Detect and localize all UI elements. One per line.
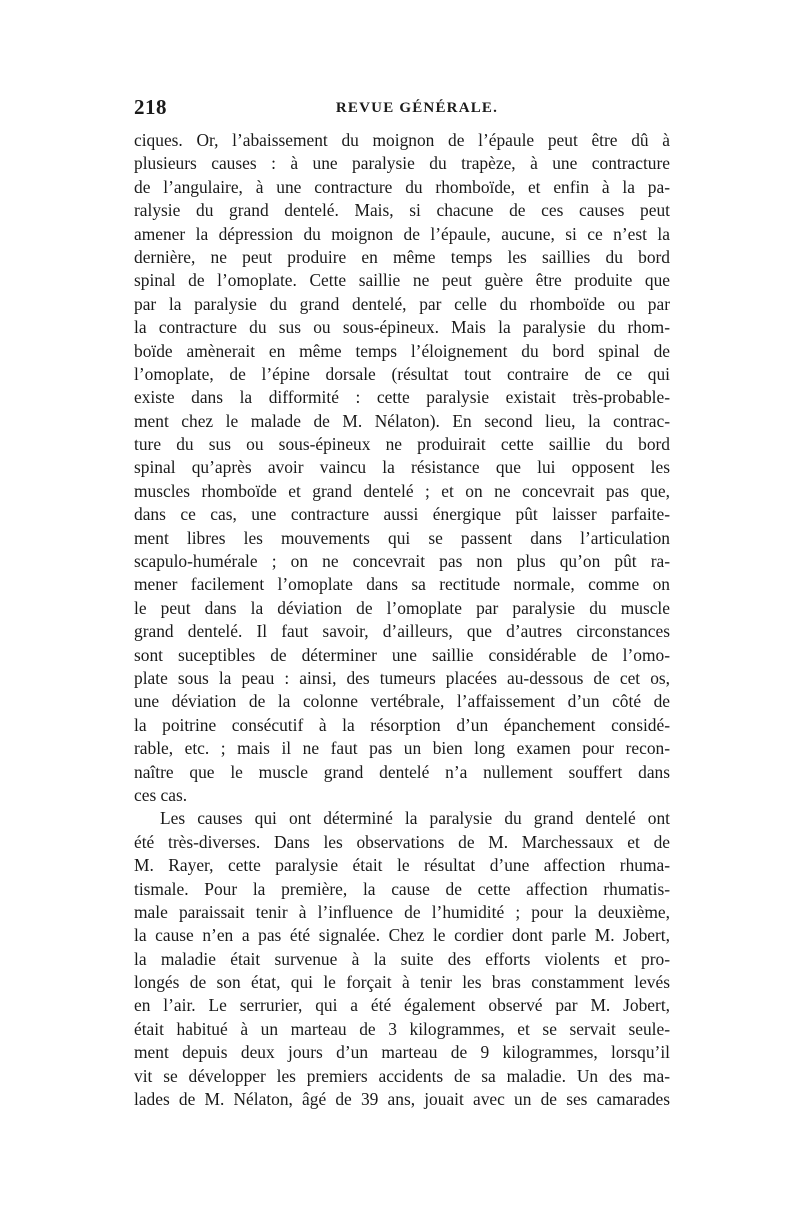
text-line: mener facilement l’omoplate dans sa rectitude normale, comme on — [134, 574, 670, 595]
body-text — [134, 129, 670, 1111]
text-line: muscles rhomboïde et grand dentelé ; et on ne concevrait pas que, — [134, 480, 670, 501]
text-line: la contracture du sus ou sous-épineux. Mais la paralysie du rhom- — [134, 317, 670, 338]
text-line: ces cas. — [134, 784, 188, 805]
text-line: longés de son état, qui le forçait à tenir les bras constamment levés — [134, 972, 670, 993]
text-line: rable, etc. ; mais il ne faut pas un bien long examen pour recon- — [134, 738, 670, 759]
text-line: ciques. Or, l’abaissement du moignon de l’épaule peut être dû à — [134, 130, 670, 150]
text-line: plusieurs causes : à une paralysie du trapèze, à une contracture — [134, 153, 670, 174]
text-line: était habitué à un marteau de 3 kilogrammes, et se servait seule- — [134, 1018, 670, 1039]
text-line: M. Rayer, cette paralysie était le résultat d’une affection rhuma- — [134, 855, 670, 876]
text-line: spinal de l’omoplate. Cette saillie ne peut guère être produite que — [134, 270, 670, 291]
text-line: scapulo-humérale ; on ne concevrait pas non plus qu’on pût ra- — [134, 551, 670, 572]
text-line: boïde amènerait en même temps l’éloignement du bord spinal de — [134, 340, 670, 361]
text-line: existe dans la difformité : cette paralysie existait très-probable- — [134, 387, 670, 408]
text-line: dans ce cas, une contracture aussi énergique pût laisser parfaite- — [134, 504, 670, 525]
text-line: Les causes qui ont déterminé la paralysie du grand dentelé ont — [160, 808, 670, 829]
text-line: lades de M. Nélaton, âgé de 39 ans, jouait avec un de ses camarades — [134, 1089, 670, 1110]
text-line: ment depuis deux jours d’un marteau de 9 kilogrammes, lorsqu’il — [134, 1042, 670, 1063]
text-line: grand dentelé. Il faut savoir, d’ailleurs, que d’autres circonstances — [134, 621, 670, 642]
running-title: REVUE GÉNÉRALE. — [335, 100, 499, 116]
text-line: male paraissait tenir à l’influence de l’humidité ; pour la deuxième, — [134, 901, 670, 922]
text-line: l’omoplate, de l’épine dorsale (résultat tout contraire de ce qui — [134, 363, 670, 384]
text-line: vit se développer les premiers accidents de sa maladie. Un des ma- — [134, 1065, 670, 1086]
text-line: le peut dans la déviation de l’omoplate par paralysie du muscle — [134, 597, 670, 618]
document-page — [134, 95, 670, 1111]
text-line: été très-diverses. Dans les observations de M. Marchessaux et de — [134, 831, 670, 852]
text-line: une déviation de la colonne vertébrale, l’affaissement d’un côté de — [134, 691, 670, 712]
text-line: naître que le muscle grand dentelé n’a nullement souffert dans — [134, 761, 670, 782]
text-line: ralysie du grand dentelé. Mais, si chacune de ces causes peut — [134, 200, 670, 221]
text-line: sont suceptibles de déterminer une saillie considérable de l’omo- — [134, 644, 670, 665]
text-line: ture du sus ou sous-épineux ne produirait cette saillie du bord — [134, 434, 670, 455]
text-line: ment chez le malade de M. Nélaton). En second lieu, la contrac- — [134, 410, 670, 431]
text-line: dernière, ne peut produire en même temps les saillies du bord — [134, 246, 670, 267]
text-line: la maladie était survenue à la suite des efforts violents et pro- — [134, 948, 670, 969]
page-number: 218 — [134, 95, 167, 119]
text-line: la poitrine consécutif à la résorption d’un épanchement considé- — [134, 714, 670, 735]
text-line: par la paralysie du grand dentelé, par celle du rhomboïde ou par — [134, 293, 670, 314]
page-header — [134, 95, 670, 125]
text-line: amener la dépression du moignon de l’épaule, aucune, si ce n’est la — [134, 223, 670, 244]
text-line: ment libres les mouvements qui se passent dans l’articulation — [134, 527, 670, 548]
text-line: la cause n’en a pas été signalée. Chez le cordier dont parle M. Jobert, — [134, 925, 670, 946]
text-line: de l’angulaire, à une contracture du rhomboïde, et enfin à la pa- — [134, 176, 670, 197]
text-line: plate sous la peau : ainsi, des tumeurs placées au-dessous de cet os, — [134, 667, 670, 688]
text-line: tismale. Pour la première, la cause de cette affection rhumatis- — [134, 878, 670, 899]
text-line: en l’air. Le serrurier, qui a été également observé par M. Jobert, — [134, 995, 670, 1016]
text-line: spinal qu’après avoir vaincu la résistance que lui opposent les — [134, 457, 670, 478]
